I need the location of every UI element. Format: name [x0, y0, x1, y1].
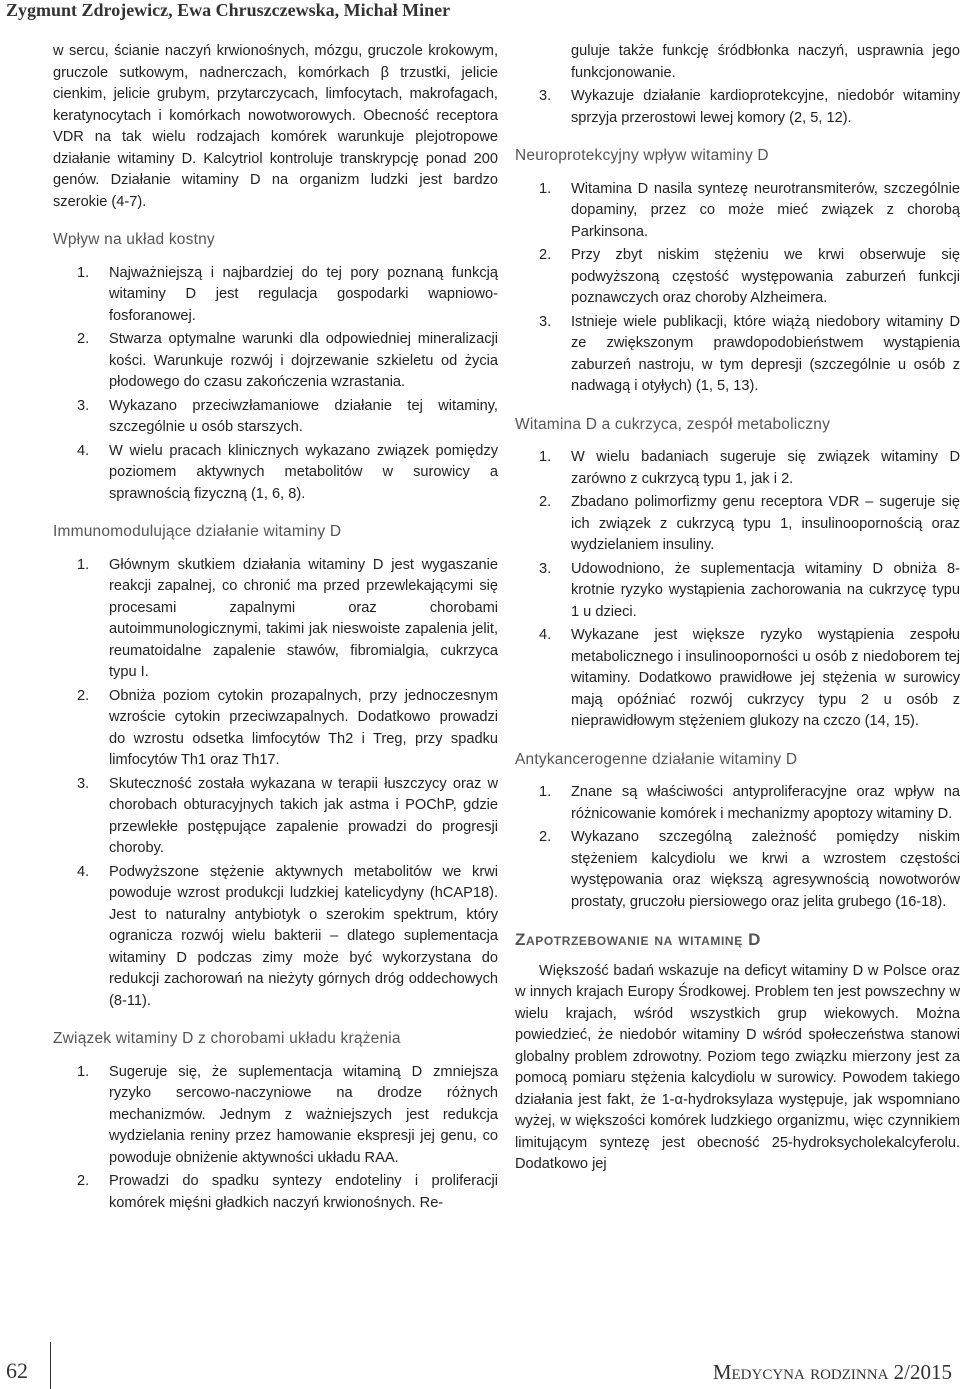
list-text: Udowodniono, że suplementacja witaminy D obniża 8-krotnie ryzyko wystąpienia zachorowania na cukrzycę typu 1 u dzieci. [571, 560, 960, 620]
list-number: 3. [539, 313, 552, 330]
list-number: 2. [539, 247, 552, 263]
list-text: Wykazano szczególną zależność pomiędzy niskim stężeniem kalcydiolu we krwi a wzrostem częstości występowania oraz większą agresywnością nowotworów prostaty, gruczołu piersiowego oraz jelita grubego (16-18). [571, 829, 960, 910]
list-number: 2. [539, 494, 552, 510]
list-text: guluje także funkcję śródbłonka naczyń, usprawnia jego funkcjonowanie. [571, 43, 960, 81]
list-item [515, 312, 960, 398]
left-column [53, 41, 498, 1216]
list-item [53, 1062, 498, 1170]
list-text: Prowadzi do spadku syntezy endoteliny i proliferacji komórek mięśni gładkich naczyń krwionośnych. Re- [109, 1173, 498, 1211]
list-text: Zbadano polimorfizmy genu receptora VDR – sugeruje się ich związek z cukrzycą typu 1, insulinoopornością oraz wydzielaniem insuliny. [571, 494, 960, 553]
list-text: W wielu badaniach sugeruje się związek witaminy D zarówno z cukrzycą typu 1, jak i 2. [571, 449, 960, 487]
page-number: 62 [6, 1358, 28, 1383]
list-number: 3. [77, 397, 90, 414]
list-text: Skuteczność została wykazana w terapii łuszczycy oraz w chorobach obturacyjnych takich jak astma i POChP, gdzie przewlekłe postępujące zapalenie prowadzi do progresji choroby. [109, 775, 498, 856]
list-item [53, 862, 498, 1013]
list-number: 1. [539, 784, 552, 800]
list-number: 4. [77, 442, 90, 459]
list-text: Najważniejszą i najbardziej do tej pory poznaną funkcją witaminy D jest regulacja gospodarki wapniowo-fosforanowej. [109, 264, 498, 324]
list-item [53, 441, 498, 506]
list-number: 2. [77, 1173, 90, 1189]
list-number: 1. [539, 449, 552, 465]
body-paragraph: Większość badań wskazuje na deficyt witaminy D w Polsce oraz w innych krajach Europy Środkowej. Problem ten jest powszechny w wielu krajach, wśród wszystkich grup wiekowych. Można powiedzieć, że niedobór witaminy D wśród społeczeństwa stanowi globalny problem zdrowotny. Poziom tego związku mierzony jest za pomocą pomiaru stężenia kalcydiolu w surowicy. Powodem takiego działania jest fakt, że 1-α-hydroksylaza występuje, jak wspomniano wyżej, w większości komórek ludzkiego organizmu, więc czynnikiem limitującym syntezę jest obecność 25-hydroksycholekalcyferolu. Dodatkowo jej [515, 962, 960, 1172]
list-item [515, 86, 960, 129]
right-column [515, 41, 960, 1176]
list-text: Podwyższone stężenie aktywnych metabolitów we krwi powoduje wzrost produkcji ludzkiej katelicydyny (hCAP18). Jest to naturalny antybiotyk o szerokim spektrum, który ogranicza rozwój wielu bakterii – dlatego suplementacja witaminy D podczas zimy może być wykorzystana do redukcji zachorowań na nieżyty górnych dróg oddechowych (8-11). [109, 863, 498, 1009]
list-text: Istnieje wiele publikacji, które wiążą niedobory witaminy D ze zwiększonym prawdopodobieństwem wystąpienia zaburzeń nastroju, w tym depresji (szczególnie u osób z nadwagą i otyłych) (1, 5, 13). [571, 313, 960, 394]
list-text: Sugeruje się, że suplementacja witaminą D zmniejsza ryzyko sercowo-naczyniowe na drodze różnych mechanizmów. Jednym z ważniejszych jest redukcja wydzielania reniny przez hamowanie ekspresji jej genu, co powoduje obniżenie aktywności układu RAA. [109, 1063, 498, 1166]
section-heading: Związek witaminy D z chorobami układu krążenia [53, 1030, 401, 1047]
list-number: 4. [539, 627, 552, 643]
list-number: 4. [77, 863, 90, 880]
list-number: 3. [539, 560, 552, 577]
running-header: Zygmunt Zdrojewicz, Ewa Chruszczewska, Michał Miner [6, 0, 451, 20]
list [53, 263, 498, 506]
list-number: 3. [77, 775, 90, 792]
section-heading: Wpływ na układ kostny [53, 231, 215, 248]
list-number: 2. [77, 331, 90, 347]
list-number: 1. [77, 1063, 90, 1080]
list [53, 1062, 498, 1215]
list-item [515, 245, 960, 310]
list [515, 41, 960, 129]
list-text: Witamina D nasila syntezę neurotransmiterów, szczególnie dopaminy, przez co może mieć związek z chorobą Parkinsona. [571, 180, 960, 240]
list-text: Wykazuje działanie kardioprotekcyjne, niedobór witaminy sprzyja przerostowi lewej komory (2, 5, 12). [571, 88, 960, 126]
list-number: 1. [77, 556, 90, 573]
list-item [53, 686, 498, 772]
list-text: Stwarza optymalne warunki dla odpowiedniej mineralizacji kości. Warunkuje rozwój i dojrzewanie szkieletu od życia płodowego do czasu zakończenia wzrastania. [109, 331, 498, 390]
list-text: W wielu pracach klinicznych wykazano związek pomiędzy poziomem aktywnych metabolitów w surowicy a sprawnością fizyczną (1, 6, 8). [109, 442, 498, 502]
list-text: Wykazano przeciwzłamaniowe działanie tej witaminy, szczególnie u osób starszych. [109, 397, 498, 435]
list-text: Wykazane jest większe ryzyko wystąpienia zespołu metabolicznego i insulinooporności u osób z niedoborem tej witaminy. Dodatkowo prawidłowe jej stężenia w surowicy mają opóźniać rozwój cukrzycy typu 2 u osób z nieprawidłowym stężeniem glukozy na czczo (14, 15). [571, 627, 960, 729]
list-item [53, 263, 498, 328]
intro-paragraph: w sercu, ścianie naczyń krwionośnych, mózgu, gruczole krokowym, gruczole sutkowym, nadnerczach, komórkach β trzustki, jelicie cienkim, jelicie grubym, przytarczycach, limfocytach, makrofagach, keratynocytach i komórkach nowotworowych. Obecność receptora VDR na tak wielu rodzajach komórek warunkuje plejotropowe działanie witaminy D. Kalcytriol kontroluje transkrypcję ponad 200 genów. Działanie witaminy D na organizm ludzki jest bardzo szerokie (4-7). [53, 43, 498, 210]
section-heading: Immunomodulujące działanie witaminy D [53, 523, 342, 540]
major-heading: Zapotrzebowanie na witaminę D [515, 930, 761, 949]
list-item [515, 782, 960, 825]
list [515, 447, 960, 733]
list-item [515, 827, 960, 913]
footer-divider [50, 1342, 51, 1389]
list-number: 2. [77, 687, 90, 704]
list-text: Znane są właściwości antyproliferacyjne oraz wpływ na różnicowanie komórek i mechanizmy apoptozy witaminy D. [571, 784, 960, 822]
list-item [515, 41, 960, 84]
list-number: 1. [539, 180, 552, 197]
section-heading: Neuroprotekcyjny wpływ witaminy D [515, 147, 769, 164]
list-item [53, 329, 498, 394]
list-item [53, 774, 498, 860]
list-text: Głównym skutkiem działania witaminy D jest wygaszanie reakcji zapalnej, co chronić ma przed przewlekającymi się procesami zapalnymi oraz chorobami autoimmunologicznymi, takimi jak nieswoiste zapalenia jelit, reumatoidalne zapalenie stawów, fibromialgia, cukrzyca typu I. [109, 556, 498, 680]
section-heading: Antykancerogenne działanie witaminy D [515, 750, 798, 768]
list-item [515, 625, 960, 733]
list [515, 782, 960, 913]
list-number: 1. [77, 264, 90, 281]
list-text: Przy zbyt niskim stężeniu we krwi obserwuje się podwyższoną częstość występowania zaburzeń funkcji poznawczych oraz choroby Alzheimera. [571, 247, 960, 306]
list-number: 3. [539, 88, 552, 104]
list-item [53, 396, 498, 439]
list [515, 179, 960, 398]
list-text: Obniża poziom cytokin prozapalnych, przy jednoczesnym wzroście cytokin przeciwzapalnych. Dodatkowo prowadzi do wzrostu odsetka limfocytów Th2 i Treg, przy spadku limfocytów Th1 oraz Th17. [109, 687, 498, 768]
list [53, 555, 498, 1013]
section-heading: Witamina D a cukrzyca, zespół metaboliczny [515, 415, 831, 433]
list-number: 2. [539, 829, 552, 845]
journal-title: Medycyna rodzinna 2/2015 [712, 1360, 952, 1384]
list-item [515, 179, 960, 244]
list-item [53, 1171, 498, 1214]
list-item [515, 447, 960, 490]
list-item [515, 492, 960, 557]
list-item [53, 555, 498, 684]
list-item [515, 559, 960, 624]
